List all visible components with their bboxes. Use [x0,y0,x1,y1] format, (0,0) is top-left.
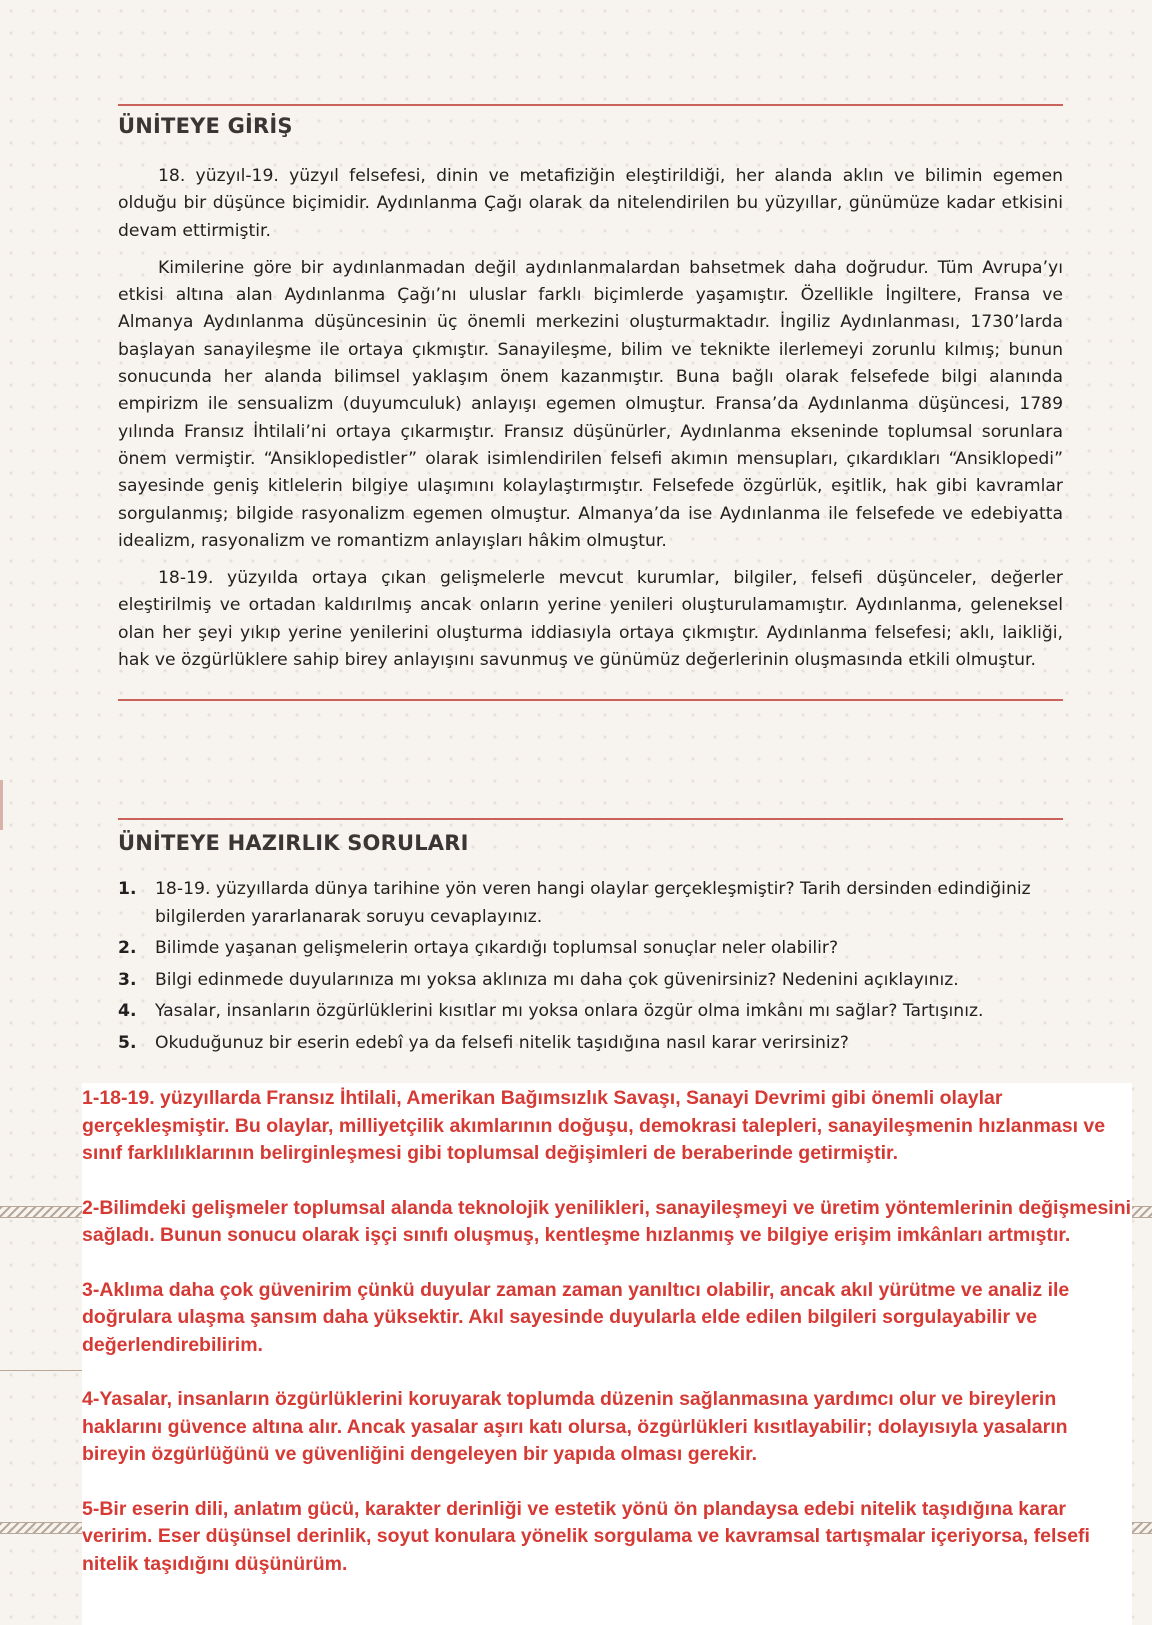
section-bottom-rule [118,699,1063,701]
decorative-border-band [1132,1522,1152,1534]
decorative-border-band [0,1522,82,1534]
answer-text: 5-Bir eserin dili, anlatım gücü, karakter derinliği ve estetik yönü ön plandaysa edebi nitelik taşıdığına karar veririm. Eser düşünsel derinlik, soyut konulara yönelik sorgulama ve kavramsal tartışmalar içeriyorsa, felsefi nitelik taşıdığını düşünürüm. [82,1497,1090,1575]
intro-body [118,163,1063,684]
question-item [118,998,1063,1026]
question-item [118,1030,1063,1058]
answer-text: 2-Bilimdeki gelişmeler toplumsal alanda teknolojik yenilikleri, sanayileşmeyi ve üretim yöntemlerinin değişmesini sağladı. Bunun sonucu olarak işçi sınıfı oluşmuş, kentleşme hızlanmış ve bilgiye erişim imkânları artmıştır. [82,1196,1132,1246]
question-text: Bilimde yaşanan gelişmelerin ortaya çıkardığı toplumsal sonuçlar neler olabilir? [155,938,839,958]
question-text: 18-19. yüzyıllarda dünya tarihine yön veren hangi olaylar gerçekleşmiştir? Tarih dersinden edindiğiniz bilgilerden yararlanarak soruyu cevaplayınız. [155,879,1031,927]
answer-text: 4-Yasalar, insanların özgürlüklerini koruyarak toplumda düzenin sağlanmasına yardımcı olur ve bireylerin haklarını güvence altına alır. Ancak yasalar aşırı katı olursa, özgürlükleri kısıtlayabilir; dolayısıyla yasaların bireyin özgürlüğünü ve güvenliğini dengeleyen bir yapıda olması gerekir. [82,1388,1068,1465]
question-item [118,876,1063,931]
question-number: 3. [118,969,137,990]
questions-heading: ÜNİTEYE HAZIRLIK SORULARI [118,831,469,855]
intro-paragraph: 18. yüzyıl-19. yüzyıl felsefesi, dinin ve metafiziğin eleştirildiği, her alanda aklın ve bilimin egemen olduğu bir düşünce biçimidir. Aydınlanma Çağı olarak da nitelendirilen bu yüzyıllar, günümüze kadar etkisini devam ettirmiştir. [118,166,1063,241]
question-number: 2. [118,938,137,958]
answer-text: 3-Aklıma daha çok güvenirim çünkü duyular zaman zaman yanıltıcı olabilir, ancak akıl yürütme ve analiz ile doğrulara ulaşma şansım daha yüksektir. Akıl sayesinde duyularla elde edilen bilgileri sorgulayabilir ve değerlendirebilirim. [82,1278,1070,1356]
decorative-divider [0,1370,82,1371]
section-top-rule [118,818,1063,820]
intro-heading: ÜNİTEYE GİRİŞ [118,114,293,138]
answer-overlay [82,1083,1132,1625]
intro-paragraph: 18-19. yüzyılda ortaya çıkan gelişmelerle mevcut kurumlar, bilgiler, felsefi düşünceler, değerler eleştirilmiş ve ortadan kaldırılmış ancak onların yerine yenileri oluşturulamamıştır. Aydınlanma, geleneksel olan her şeyi yıkıp yerine yenilerini oluşturma iddiasıyla ortaya çıkmıştır. Aydınlanma felsefesi; aklı, laikliği, hak ve özgürlüklere sahip birey anlayışını savunmuş ve günümüz değerlerinin oluşmasında etkili olmuştur. [118,568,1063,671]
answer-text: 1-18-19. yüzyıllarda Fransız İhtilali, Amerikan Bağımsızlık Savaşı, Sanayi Devrimi gibi önemli olaylar gerçekleşmiştir. Bu olaylar, milliyetçilik akımlarının doğuşu, demokrasi talepleri, sanayileşmenin hızlanması ve sınıf farklılıklarının belirginleşmesi gibi toplumsal değişimleri de beraberinde getirmiştir. [82,1087,1106,1164]
intro-paragraph: Kimilerine göre bir aydınlanmadan değil aydınlanmalardan bahsetmek daha doğrudur. Tüm Avrupa’yı etkisi altına alan Aydınlanma Çağı’nı uluslar farklı biçimlerde yaşamıştır. Özellikle İngiltere, Fransa ve Almanya Aydınlanma düşüncesinin üç önemli merkezini oluşturmaktadır. İngiliz Aydınlanması, 1730’larda başlayan sanayileşme ile ortaya çıkmıştır. Sanayileşme, bilim ve teknikte ilerlemeyi zorunlu kılmış; bunun sonucunda her alanda bilimsel yaklaşım önem kazanmıştır. Buna bağlı olarak felsefede bilgi alanında empirizm ile sensualizm (duyumculuk) anlayışı egemen olmuştur. Fransa’da Aydınlanma düşüncesi, 1789 yılında Fransız İhtilali’ni ortaya çıkarmıştır. Fransız düşünürler, Aydınlanma ekseninde toplumsal sorunlara önem vermiştir. “Ansiklopedistler” olarak isimlendirilen felsefi akımın mensupları, çıkardıkları “Ansiklopedi” sayesinde geniş kitlelerin bilgiye ulaşımını kolaylaştırmıştır. Felsefede özgürlük, eşitlik, hak gibi kavramlar sorgulanmış; bilgide rasyonalizm egemen olmuştur. Almanya’da ise Aydınlanma ile felsefede ve edebiyatta idealizm, rasyonalizm ve romantizm anlayışları hâkim olmuştur. [118,257,1063,551]
question-list [118,876,1063,1061]
decorative-border-band [1132,1206,1152,1218]
question-number: 4. [118,1001,137,1021]
question-text: Bilgi edinmede duyularınıza mı yoksa aklınıza mı daha çok güvenirsiniz? Nedenini açıklayınız. [155,969,959,990]
left-margin-mark [0,780,3,830]
question-number: 5. [118,1032,137,1053]
section-top-rule [118,104,1063,106]
question-text: Okuduğunuz bir eserin edebî ya da felsefi nitelik taşıdığına nasıl karar verirsiniz? [155,1032,849,1053]
question-text: Yasalar, insanların özgürlüklerini kısıtlar mı yoksa onlara özgür olma imkânı mı sağlar? Tartışınız. [155,1001,984,1021]
decorative-border-band [0,1206,82,1218]
question-number: 1. [118,879,137,899]
question-item [118,967,1063,995]
question-item [118,935,1063,963]
